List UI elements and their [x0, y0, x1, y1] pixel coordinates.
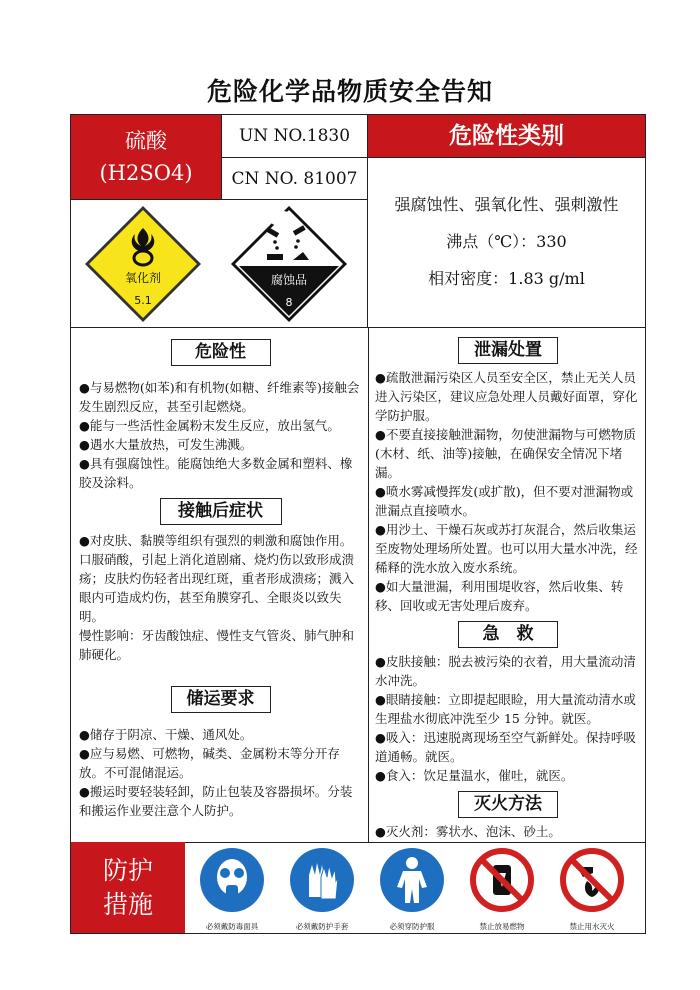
no-flammables-icon [469, 847, 535, 913]
first-aid-list [375, 652, 641, 785]
list-item: ●眼睛接触：立即提起眼睑，用大量流动清水或生理盐水彻底冲洗至少 15 分钟。就医。 [375, 692, 636, 726]
corrosive-sign [231, 202, 347, 322]
fire-list [375, 822, 641, 841]
protection-label [71, 842, 185, 933]
list-item: ●对皮肤、黏膜等组织有强烈的刺激和腐蚀作用。口服硝酸，引起上消化道剧痛、烧灼伤以致形成溃疡；皮肤灼伤轻者出现红斑，重者形成溃疡；溅入眼内可造成灼伤，甚至角膜穿孔、全眼炎以致失明。 [79, 533, 355, 624]
icon-label: 必须穿防护服 [389, 922, 435, 931]
protection-item [549, 847, 635, 932]
list-item: ●搬运时要轻装轻卸，防止包装及容器损坏。分装和搬运作业要注意个人防护。 [79, 784, 353, 818]
boiling-point: 沸点（℃）：330 [446, 232, 567, 251]
protective-suit-icon [379, 847, 445, 913]
leak-list [375, 368, 641, 615]
left-column [79, 339, 362, 820]
safety-sheet [70, 114, 646, 934]
list-item: ●具有强腐蚀性。能腐蚀绝大多数金属和塑料、橡胶及涂料。 [79, 456, 353, 490]
list-item: ●疏散泄漏污染区人员至安全区，禁止无关人员进入污染区，建议应急处理人员戴好面罩，穿化学防护服。 [375, 370, 638, 423]
chemical-name-box [71, 115, 221, 199]
icon-label: 必须戴防毒面具 [205, 922, 259, 931]
no-water-extinguish-icon [559, 847, 625, 913]
list-item: ●储存于阴凉、干燥、通风处。 [79, 727, 253, 742]
protection-title-line2: 措施 [102, 890, 153, 919]
list-item: 慢性影响：牙齿酸蚀症、慢性支气管炎、肺气肿和肺硬化。 [79, 628, 355, 662]
gas-mask-icon [199, 847, 265, 913]
section-heading-hazard: 危险性 [171, 339, 271, 366]
oxidizer-class: 5.1 [134, 294, 152, 307]
protection-item [369, 847, 455, 932]
protection-item [279, 847, 365, 932]
gloves-icon [289, 847, 355, 913]
list-item: ●能与一些活性金属粉末发生反应，放出氢气。 [79, 418, 340, 433]
oxidizer-label: 氧化剂 [124, 271, 162, 285]
protection-icons [189, 847, 643, 931]
chemical-formula: (H2SO4) [99, 161, 193, 185]
cn-number: CN NO. 81007 [231, 169, 358, 189]
page-title: 危险化学品物质安全告知 [206, 77, 493, 106]
hazard-class-body [368, 157, 645, 327]
list-item: ●灭火剂：雾状水、泡沫、砂土。 [375, 824, 561, 839]
list-item: ●喷水雾减慢挥发(或扩散)，但不要对泄漏物或泄漏点直接喷水。 [375, 484, 634, 518]
section-heading-symptoms: 接触后症状 [160, 498, 282, 525]
list-item: ●如大量泄漏，利用围堤收容，然后收集、转移、回收或无害处理后废弃。 [375, 579, 624, 613]
relative-density: 相对密度：1.83 g/ml [428, 269, 585, 288]
section-heading-fire: 灭火方法 [458, 791, 558, 818]
symptoms-list [79, 531, 362, 664]
code-box [221, 115, 368, 199]
hazard-list [79, 378, 362, 492]
list-item: ●食入：饮足量温水，催吐，就医。 [375, 768, 574, 783]
icon-label: 禁止放易燃物 [479, 922, 525, 931]
right-column [375, 337, 641, 841]
section-heading-leak: 泄漏处置 [458, 337, 558, 364]
section-heading-storage: 储运要求 [171, 686, 271, 713]
chemical-name: 硫酸 [125, 129, 167, 153]
corrosive-class: 8 [285, 296, 293, 309]
oxidizer-sign [85, 206, 201, 322]
protection-item [459, 847, 545, 932]
hazard-signs [71, 199, 368, 327]
section-heading-first-aid: 急 救 [458, 621, 558, 648]
list-item: ●不要直接接触泄漏物，勿使泄漏物与可燃物质(木材、纸、油等)接触，在确保安全情况下堵漏。 [375, 427, 636, 480]
hazard-class-title: 危险性类别 [368, 115, 645, 157]
list-item: ●与易燃物(如苯)和有机物(如糖、纤维素等)接触会发生剧烈反应，甚至引起燃烧。 [79, 380, 360, 414]
protection-item [189, 847, 275, 932]
hazard-signs-svg [71, 200, 366, 328]
un-number: UN NO.1830 [222, 115, 367, 158]
corrosive-label: 腐蚀品 [270, 273, 308, 287]
icon-label: 必须戴防护手套 [295, 922, 349, 931]
divider [71, 327, 645, 328]
storage-list [79, 725, 362, 820]
hazard-properties: 强腐蚀性、强氧化性、强刺激性 [394, 195, 619, 214]
icon-label: 禁止用水灭火 [569, 922, 615, 931]
list-item: ●应与易燃、可燃物，碱类、金属粉末等分开存放。不可混储混运。 [79, 746, 340, 780]
divider [368, 327, 369, 842]
protection-title-line1: 防护 [102, 856, 153, 885]
list-item: ●吸入：迅速脱离现场至空气新鲜处。保持呼吸道通畅。就医。 [375, 730, 636, 764]
list-item: ●遇水大量放热，可发生沸溅。 [79, 437, 253, 452]
list-item: ●用沙土、干燥石灰或苏打灰混合，然后收集运至废物处理场所处置。也可以用大量水冲洗，经稀释的洗水放入废水系统。 [375, 522, 638, 575]
list-item: ●皮肤接触：脱去被污染的衣着，用大量流动清水冲洗。 [375, 654, 636, 688]
